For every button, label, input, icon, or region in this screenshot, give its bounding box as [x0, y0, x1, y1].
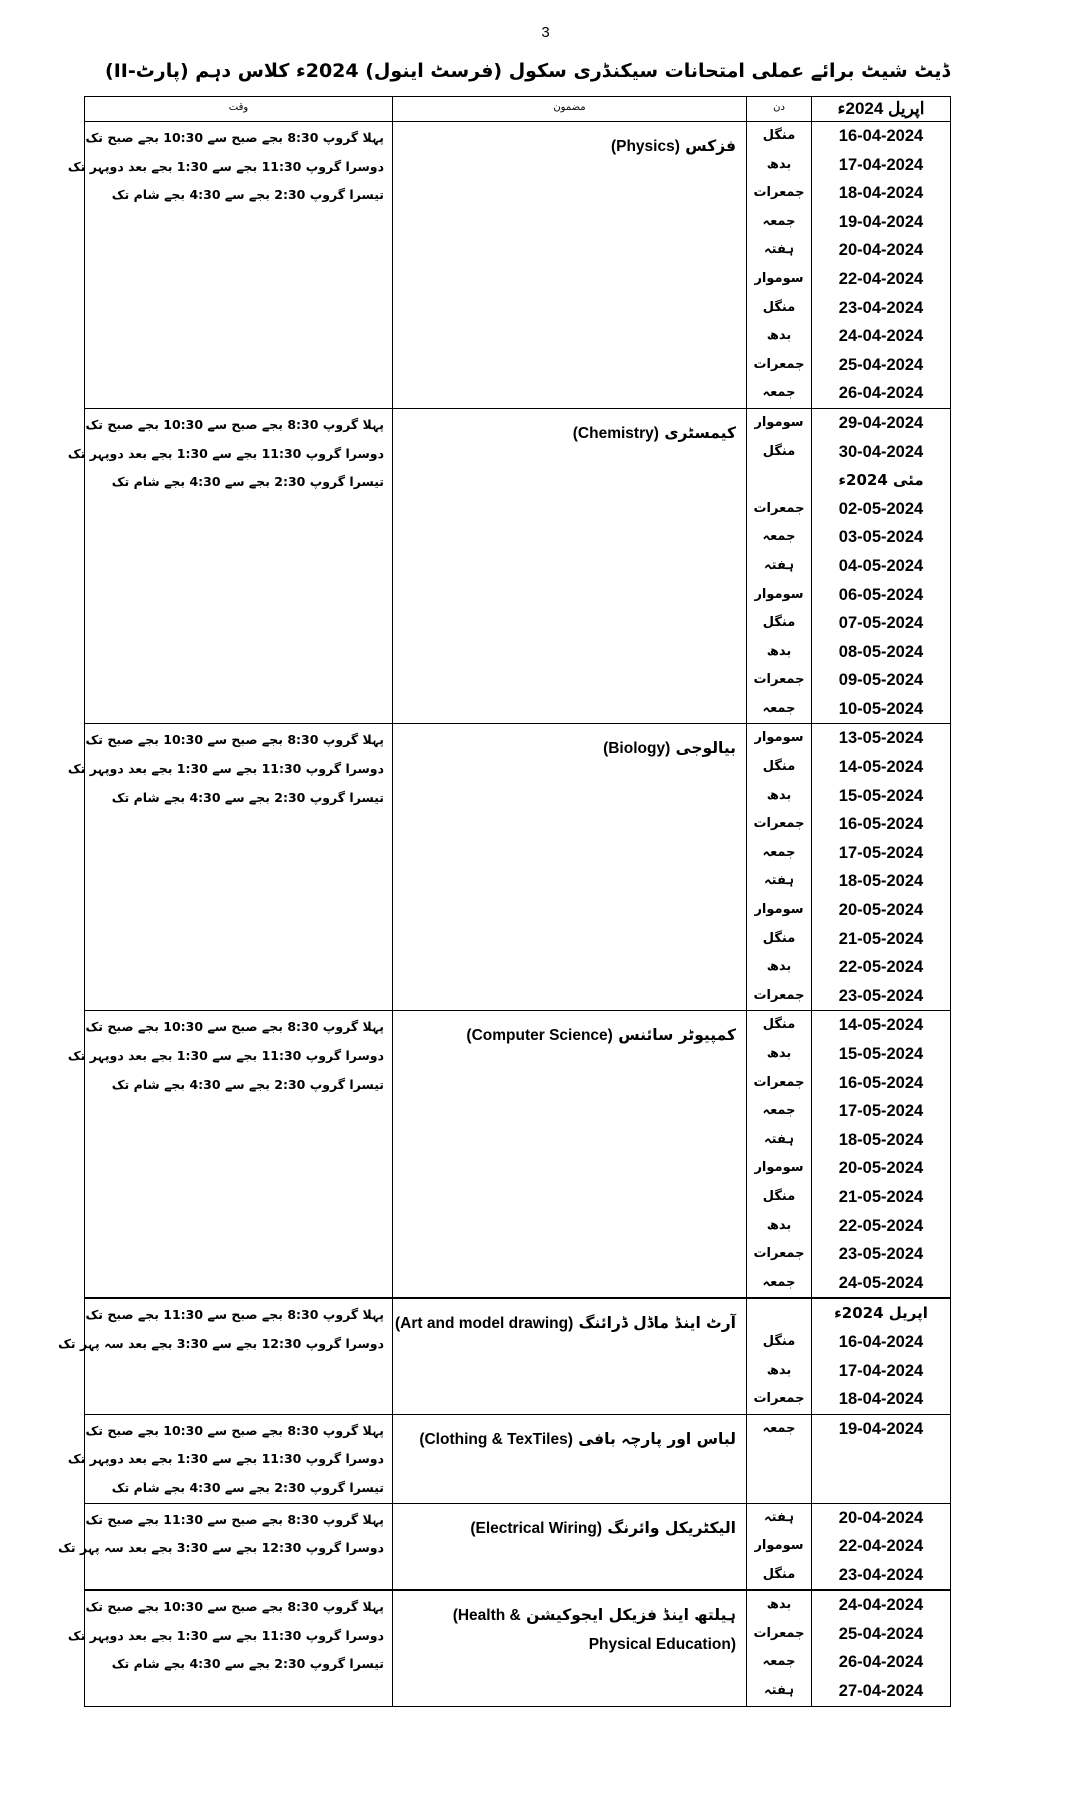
exam-date: 09-05-2024	[838, 671, 924, 690]
exam-date: 24-04-2024	[838, 1596, 924, 1615]
subject-name-urdu: بیالوجی	[675, 739, 736, 758]
time-slot: پہلا گروپ 8:30 بجے صبح سے 11:30 بجے صبح تک	[85, 1307, 384, 1323]
date-cell	[812, 122, 951, 409]
exam-day: جمعہ	[762, 1420, 796, 1436]
exam-date: 16-05-2024	[838, 815, 924, 834]
time-slot: تیسرا گروپ 2:30 بجے سے 4:30 بجے شام تک	[111, 187, 384, 203]
exam-day: ہفتہ	[764, 1509, 794, 1525]
time-slot: پہلا گروپ 8:30 بجے صبح سے 10:30 بجے صبح تک	[85, 416, 384, 432]
exam-day: جمعرات	[753, 185, 805, 201]
exam-date: 30-04-2024	[838, 442, 924, 461]
time-slot: تیسرا گروپ 2:30 بجے سے 4:30 بجے شام تک	[111, 1656, 384, 1672]
date-cell	[812, 1011, 951, 1298]
exam-date: 03-05-2024	[838, 528, 924, 547]
exam-date: 14-05-2024	[838, 758, 924, 777]
subject-group-row	[85, 1503, 951, 1590]
exam-date: 23-05-2024	[838, 1245, 924, 1264]
day-cell	[747, 1298, 812, 1414]
exam-day: منگل	[762, 1333, 796, 1349]
exam-date: 26-04-2024	[838, 1653, 924, 1672]
exam-date: 15-05-2024	[838, 1045, 924, 1063]
exam-day: منگل	[762, 930, 796, 946]
exam-date: 18-04-2024	[838, 184, 924, 203]
time-cell	[67, 122, 393, 409]
day-cell	[747, 408, 812, 724]
exam-date: 29-04-2024	[838, 413, 924, 432]
table-header-row	[85, 97, 951, 122]
subject-cell	[393, 1503, 747, 1590]
time-slot: تیسرا گروپ 2:30 بجے سے 4:30 بجے شام تک	[111, 789, 384, 805]
exam-day: سوموار	[754, 270, 804, 286]
exam-date: 22-04-2024	[838, 1537, 924, 1556]
exam-date: 16-04-2024	[838, 127, 924, 145]
exam-day: منگل	[762, 615, 796, 631]
exam-date: 22-05-2024	[838, 1216, 924, 1235]
exam-date: 27-04-2024	[838, 1682, 924, 1701]
exam-day: منگل	[762, 128, 796, 143]
date-cell	[812, 1298, 951, 1414]
subject-group-row	[85, 122, 951, 409]
exam-date: 22-04-2024	[838, 269, 924, 288]
exam-day: جمعرات	[753, 1246, 805, 1262]
day-cell	[747, 122, 812, 409]
time-slot: دوسرا گروپ 11:30 بجے سے 1:30 بجے بعد دوپہر تک	[67, 761, 384, 777]
exam-day: بدھ	[766, 328, 792, 344]
exam-date: 21-05-2024	[838, 1187, 924, 1206]
page-number: 3	[541, 24, 550, 41]
date-cell	[812, 1414, 951, 1503]
exam-date: 02-05-2024	[838, 499, 924, 518]
header-day: دن	[747, 97, 812, 122]
date-cell	[812, 1590, 951, 1706]
subject-name-english: (Electrical Wiring)	[470, 1519, 602, 1537]
time-slot: دوسرا گروپ 11:30 بجے سے 1:30 بجے بعد دوپہر تک	[67, 1048, 384, 1063]
subject-name-english: (Clothing & TexTiles)	[419, 1430, 573, 1448]
subject-cell	[393, 408, 747, 724]
exam-day: منگل	[762, 443, 796, 459]
exam-date: 16-05-2024	[838, 1073, 924, 1092]
exam-day: بدھ	[766, 1597, 792, 1613]
subject-name-english: (Physics)	[610, 138, 680, 155]
time-slot: دوسرا گروپ 12:30 بجے سے 3:30 بجے بعد سہ پہر تک	[58, 1335, 384, 1351]
time-slot: پہلا گروپ 8:30 بجے صبح سے 10:30 بجے صبح تک	[85, 1019, 384, 1035]
subject-name-english: (Health & Physical Education)	[452, 1607, 736, 1654]
exam-date: 17-04-2024	[838, 1361, 924, 1380]
exam-date: 23-05-2024	[838, 986, 924, 1005]
exam-day: جمعہ	[762, 844, 796, 860]
exam-date: 19-04-2024	[838, 1419, 924, 1438]
exam-date: 17-05-2024	[838, 1102, 924, 1121]
exam-date: 14-05-2024	[838, 1016, 924, 1035]
date-cell	[812, 1503, 951, 1590]
exam-date: 17-04-2024	[838, 155, 924, 174]
day-cell	[747, 1011, 812, 1298]
exam-day: جمعہ	[762, 529, 796, 545]
subject-name-urdu: کیمسٹری	[664, 423, 736, 442]
time-slot: دوسرا گروپ 12:30 بجے سے 3:30 بجے بعد سہ پہر تک	[58, 1540, 384, 1556]
subject-group-row	[85, 724, 951, 1011]
header-time: وقت	[85, 97, 393, 122]
exam-date: 10-05-2024	[838, 699, 924, 718]
exam-date: 24-04-2024	[838, 327, 924, 346]
exam-day: بدھ	[766, 787, 792, 803]
time-slot: دوسرا گروپ 11:30 بجے سے 1:30 بجے بعد دوپہر تک	[67, 445, 384, 461]
exam-date: 07-05-2024	[838, 614, 924, 633]
date-sheet-table	[58, 96, 951, 1707]
exam-day: منگل	[762, 759, 796, 775]
exam-day: جمعہ	[762, 700, 796, 716]
subject-name-english: (Computer Science)	[466, 1027, 613, 1045]
exam-date: 04-05-2024	[838, 556, 924, 575]
time-cell	[67, 1011, 393, 1298]
time-cell	[67, 1414, 393, 1503]
exam-date: 17-05-2024	[838, 843, 924, 862]
subject-cell	[393, 1011, 747, 1298]
time-slot: دوسرا گروپ 11:30 بجے سے 1:30 بجے بعد دوپہر تک	[67, 1627, 384, 1643]
exam-date: 25-04-2024	[838, 355, 924, 374]
time-slot: دوسرا گروپ 11:30 بجے سے 1:30 بجے بعد دوپہر تک	[67, 1451, 384, 1467]
exam-day: جمعہ	[762, 1274, 796, 1290]
exam-date: 23-04-2024	[838, 1565, 924, 1584]
time-cell	[58, 1298, 393, 1414]
exam-day: سوموار	[754, 1538, 804, 1554]
subject-cell	[393, 1298, 747, 1414]
exam-date: 08-05-2024	[838, 642, 924, 661]
time-slot: پہلا گروپ 8:30 بجے صبح سے 10:30 بجے صبح تک	[85, 732, 384, 748]
date-cell	[812, 724, 951, 1011]
time-cell	[58, 1503, 393, 1590]
exam-day: بدھ	[766, 643, 792, 659]
day-cell	[747, 1503, 812, 1590]
exam-day: بدھ	[766, 959, 792, 975]
header-date: اپریل 2024ء	[812, 97, 951, 122]
exam-date: 24-05-2024	[838, 1273, 924, 1292]
exam-day	[747, 466, 811, 495]
subject-name-urdu: کمپیوٹر سائنس	[618, 1026, 736, 1045]
header-subject: مضمون	[393, 97, 747, 122]
subject-name-urdu: لباس اور پارچہ بافی	[578, 1429, 736, 1448]
exam-day: منگل	[762, 299, 796, 315]
subject-name-urdu: ہیلتھ اینڈ فزیکل ایجوکیشن	[526, 1606, 736, 1625]
subject-name-english: (Art and model drawing)	[395, 1315, 574, 1333]
exam-date: 13-05-2024	[838, 729, 924, 748]
subject-name-urdu: الیکٹریکل وائرنگ	[607, 1518, 736, 1537]
time-slot: دوسرا گروپ 11:30 بجے سے 1:30 بجے بعد دوپہر تک	[67, 158, 384, 174]
exam-date: 18-05-2024	[838, 872, 924, 891]
exam-date: 15-05-2024	[838, 786, 924, 805]
exam-day: بدھ	[766, 1046, 792, 1061]
exam-date: 20-05-2024	[838, 1159, 924, 1178]
exam-day: جمعرات	[753, 356, 805, 372]
time-cell	[67, 408, 393, 724]
time-cell	[67, 724, 393, 1011]
exam-day: جمعہ	[762, 385, 796, 401]
subject-name-english: (Biology)	[603, 740, 671, 758]
exam-day: جمعرات	[753, 1625, 805, 1641]
exam-day: جمعہ	[762, 1103, 796, 1119]
exam-day: ہفتہ	[764, 1683, 794, 1699]
exam-date: 06-05-2024	[838, 585, 924, 604]
subject-group-row	[85, 1011, 951, 1298]
exam-day: بدھ	[766, 156, 792, 172]
subject-group-row	[85, 1298, 951, 1414]
subject-group-row	[85, 1590, 951, 1706]
exam-date: 18-05-2024	[838, 1130, 924, 1149]
exam-day: ہفتہ	[764, 1131, 794, 1147]
time-slot: تیسرا گروپ 2:30 بجے سے 4:30 بجے شام تک	[111, 1076, 384, 1092]
exam-date: 16-04-2024	[838, 1332, 924, 1351]
time-slot: تیسرا گروپ 2:30 بجے سے 4:30 بجے شام تک	[111, 1479, 384, 1495]
exam-day: ہفتہ	[764, 557, 794, 573]
exam-date: 25-04-2024	[838, 1624, 924, 1643]
exam-day	[747, 1299, 811, 1328]
month-label: مئی 2024ء	[838, 471, 924, 490]
time-slot: پہلا گروپ 8:30 بجے صبح سے 10:30 بجے صبح تک	[85, 1422, 384, 1438]
exam-date: 26-04-2024	[838, 384, 924, 403]
exam-day: منگل	[762, 1017, 796, 1033]
day-cell	[747, 1414, 812, 1503]
exam-day: سوموار	[754, 902, 804, 918]
exam-day: جمعہ	[762, 213, 796, 229]
exam-day: جمعرات	[753, 816, 805, 832]
exam-day: منگل	[762, 1188, 796, 1204]
subject-cell	[393, 1590, 747, 1706]
exam-date: 21-05-2024	[838, 929, 924, 948]
exam-day: جمعرات	[753, 1074, 805, 1090]
subject-cell	[393, 724, 747, 1011]
exam-day: بدھ	[766, 1217, 792, 1233]
exam-date: 22-05-2024	[838, 958, 924, 977]
exam-day: بدھ	[766, 1362, 792, 1378]
exam-day: ہفتہ	[764, 242, 794, 258]
subject-cell	[393, 122, 747, 409]
exam-day: جمعرات	[753, 500, 805, 516]
exam-date: 20-05-2024	[838, 901, 924, 920]
exam-day: جمعرات	[753, 1391, 805, 1407]
subject-name-urdu: آرٹ اینڈ ماڈل ڈرائنگ	[578, 1314, 736, 1333]
subject-name-urdu: فزکس	[685, 137, 736, 155]
exam-day: سوموار	[754, 730, 804, 746]
exam-day: ہفتہ	[764, 873, 794, 889]
subject-cell	[393, 1414, 747, 1503]
exam-day: جمعرات	[753, 987, 805, 1003]
time-cell	[67, 1590, 393, 1706]
subject-group-row	[85, 408, 951, 724]
subject-group-row	[85, 1414, 951, 1503]
exam-day: سوموار	[754, 1160, 804, 1176]
subject-name-english: (Chemistry)	[572, 424, 659, 442]
exam-day: جمعہ	[762, 1654, 796, 1670]
time-slot: پہلا گروپ 8:30 بجے صبح سے 10:30 بجے صبح تک	[85, 130, 384, 145]
exam-date: 18-04-2024	[838, 1390, 924, 1409]
time-slot: پہلا گروپ 8:30 بجے صبح سے 10:30 بجے صبح تک	[85, 1599, 384, 1615]
time-slot: پہلا گروپ 8:30 بجے صبح سے 11:30 بجے صبح تک	[85, 1511, 384, 1527]
day-cell	[747, 1590, 812, 1706]
exam-day: منگل	[762, 1566, 796, 1582]
exam-day: جمعرات	[753, 672, 805, 688]
exam-day: سوموار	[754, 586, 804, 602]
month-label: اپریل 2024ء	[834, 1304, 928, 1323]
exam-date: 23-04-2024	[838, 298, 924, 317]
exam-date: 20-04-2024	[838, 241, 924, 260]
exam-date: 19-04-2024	[838, 212, 924, 231]
date-cell	[812, 408, 951, 724]
exam-day: سوموار	[754, 414, 804, 430]
day-cell	[747, 724, 812, 1011]
time-slot: تیسرا گروپ 2:30 بجے سے 4:30 بجے شام تک	[111, 474, 384, 490]
page-title: ڈیٹ شیٹ برائے عملی امتحانات سیکنڈری سکول (فرسٹ اینول) 2024ء کلاس دہم (پارٹ-II)	[105, 60, 950, 82]
exam-date: 20-04-2024	[838, 1508, 924, 1527]
